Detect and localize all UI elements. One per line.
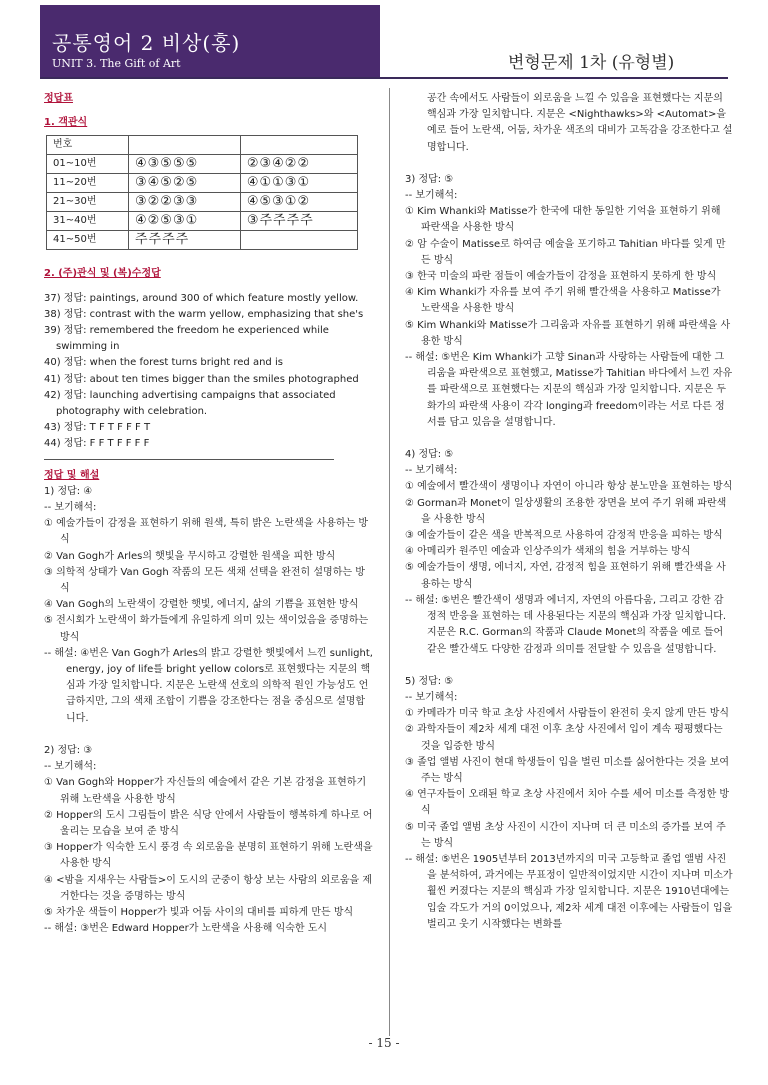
unit-title: UNIT 3. The Gift of Art (52, 57, 181, 70)
short-answer-line: 43) 정답: T F T F F F T (44, 422, 151, 434)
question-answer: 1) 정답: ④ (44, 485, 93, 497)
question-answer: 5) 정답: ⑤ (405, 675, 454, 687)
short-answer-line: 42) 정답: launching advertising campaigns that associated (44, 389, 336, 401)
question-answer: 2) 정답: ③ (44, 744, 93, 756)
table-head-cell: 번호 (47, 136, 129, 155)
explanation-note: -- 해설: ④번은 Van Gogh가 Arles의 밝고 강렬한 햇빛에서 느낀 sunlight, energy, joy of life를 bright yellow colors로 표현했다는 지문의 핵심과 가장 일치합니다. 지문은 노란색 선호의 의학적 원인 가능성도 언급하지만, 그의 색채 조합이 기쁨을 강조한다는 점을 중심으로 설명합니다. (44, 647, 373, 724)
short-answer-line: 41) 정답: about ten times bigger than the smiles photographed (44, 373, 359, 385)
option-item: ② 과학자들이 제2차 세계 대전 이후 초상 사진에서 입이 계속 평평했다는 것을 입증한 방식 (405, 724, 723, 752)
section-divider (44, 459, 334, 460)
option-item: ② Hopper의 도시 그림들이 밝은 식당 안에서 사람들이 행복하게 하나로 어울리는 모습을 보여 준 방식 (44, 809, 373, 837)
short-answer-line: swimming in (56, 341, 120, 353)
explanation-note: -- 해설: ⑤번은 빨간색이 생명과 에너지, 자연의 아름다움, 그리고 강한 감정적 반응을 표현하는 데 사용된다는 지문의 핵심과 가장 일치합니다. 지문은 R.C. Gorman의 작품과 Claude Monet의 작품을 예로 들어 같은 빨간색도 다양한 감정과 의미를 전달할 수 있음을 설명합니다. (405, 594, 727, 655)
left-column (44, 91, 374, 937)
exam-type-title: 변형문제 1차 (유형별) (508, 53, 675, 73)
options-label: -- 보기해석: (405, 190, 458, 202)
option-item: ② Gorman과 Monet이 일상생활의 조용한 장면을 보여 주기 위해 파란색을 사용한 방식 (405, 497, 727, 525)
option-item: ⑤ 미국 졸업 앨범 초상 사진이 시간이 지나며 더 큰 미소의 증가를 보여 주는 방식 (405, 821, 726, 849)
option-item: ④ 연구자들이 오래된 학교 초상 사진에서 치아 수를 세어 미소를 측정한 방식 (405, 789, 730, 817)
explanation-note: -- 해설: ⑤번은 1905년부터 2013년까지의 미국 고등학교 졸업 앨범 사진을 분석하여, 과거에는 무표정이 일반적이었지만 시간이 지나며 미소가 훨씬 커졌다는 지문의 핵심과 가장 일치합니다. 지문은 1910년대에는 입술 각도가 거의 0이었으나, 제2차 세계 대전 이후에는 사람들이 입을 벌리고 웃기 시작했다는 변화를 (405, 853, 733, 930)
option-item: ④ <밤을 지새우는 사람들>이 도시의 군중이 항상 보는 사람의 외로움을 제거한다는 것을 증명하는 방식 (44, 874, 372, 902)
option-item: ② 암 수술이 Matisse로 하여금 예술을 포기하고 Tahitian 바다를 잊게 만든 방식 (405, 238, 726, 266)
short-answer-line: photography with celebration. (56, 406, 208, 418)
question-answer: 3) 정답: ⑤ (405, 173, 454, 185)
explanation-heading: 정답 및 해설 (44, 469, 100, 481)
option-item: ② Van Gogh가 Arles의 햇빛을 무시하고 강렬한 원색을 피한 방식 (44, 550, 336, 562)
option-item: ③ Hopper가 익숙한 도시 풍경 속 외로움을 분명히 표현하기 위해 노란색을 사용한 방식 (44, 842, 373, 870)
table-row: 01~10번 ④③⑤⑤⑤ ②③④②② (47, 155, 358, 174)
option-item: ③ 졸업 앨범 사진이 현대 학생들이 입을 벌린 미소를 싫어한다는 것을 보여 주는 방식 (405, 756, 730, 784)
option-item: ④ Kim Whanki가 자유를 보여 주기 위해 빨간색을 사용하고 Matisse가 노란색을 사용한 방식 (405, 287, 721, 315)
option-item: ⑤ 예술가들이 생명, 에너지, 자연, 감정적 힘을 표현하기 위해 빨간색을 사용하는 방식 (405, 562, 726, 590)
option-item: ⑤ Kim Whanki와 Matisse가 그리움과 자유를 표현하기 위해 파란색을 사용한 방식 (405, 319, 731, 347)
option-item: ① Van Gogh와 Hopper가 자신들의 예술에서 같은 기본 감정을 표현하기 위해 노란색을 사용한 방식 (44, 777, 367, 805)
short-answer-line: 38) 정답: contrast with the warm yellow, emphasizing that she's (44, 308, 364, 320)
short-answer-line: 37) 정답: paintings, around 300 of which feature mostly yellow. (44, 292, 359, 304)
right-column (405, 91, 733, 933)
option-item: ① 카메라가 미국 학교 초상 사진에서 사람들이 완전히 웃지 않게 만든 방식 (405, 708, 730, 720)
explanation-note: -- 해설: ⑤번은 Kim Whanki가 고향 Sinan과 사랑하는 사람들에 대한 그리움을 파란색으로 표현했고, Matisse가 Tahitian 바다에서 느낀 자유를 파란색으로 표현했다는 지문의 핵심과 가장 일치합니다. 지문은 두 화가의 파란색 사용이 각각 longing과 freedom이라는 서로 다른 정서를 담고 있음을 설명합니다. (405, 352, 733, 428)
option-item: ⑤ 전시회가 노란색이 화가들에게 유일하게 의미 있는 색이었음을 증명하는 방식 (44, 615, 369, 643)
options-label: -- 보기해석: (44, 761, 97, 773)
option-item: ① 예술가들이 감정을 표현하기 위해 원색, 특히 밝은 노란색을 사용하는 방식 (44, 518, 369, 546)
table-row: 11~20번 ③④⑤②⑤ ④①①③① (47, 174, 358, 193)
header-rule (40, 77, 728, 79)
option-item: ⑤ 차가운 색들이 Hopper가 빛과 어둠 사이의 대비를 피하게 만든 방식 (44, 906, 354, 918)
short-answer-line: 39) 정답: remembered the freedom he experienced while (44, 325, 329, 337)
answer-key-heading: 정답표 (44, 93, 73, 104)
page-number: - 15 - (368, 1036, 400, 1050)
option-item: ③ 예술가들이 같은 색을 반복적으로 사용하여 감정적 반응을 피하는 방식 (405, 530, 723, 542)
options-label: -- 보기해석: (405, 691, 458, 703)
table-header-row (47, 136, 358, 155)
option-item: ③ 한국 미술의 파란 점들이 예술가들이 감정을 표현하지 못하게 한 방식 (405, 271, 717, 283)
short-answer-line: 40) 정답: when the forest turns bright red and is (44, 357, 283, 369)
options-label: -- 보기해석: (44, 502, 97, 514)
multiple-choice-heading: 1. 객관식 (44, 117, 88, 129)
option-item: ① Kim Whanki와 Matisse가 한국에 대한 동일한 기억을 표현하기 위해 파란색을 사용한 방식 (405, 206, 721, 234)
table-row: 21~30번 ③②②③③ ④⑤③①② (47, 193, 358, 212)
question-answer: 4) 정답: ⑤ (405, 449, 454, 461)
explanation-continued: 공간 속에서도 사람들이 외로움을 느낄 수 있음을 표현했다는 지문의 핵심과 가장 일치합니다. 지문은 <Nighthawks>와 <Automat>을 예로 들어 노란색, 어둠, 차가운 색조의 대비가 고독감을 강조한다고 설명합니다. (427, 93, 733, 153)
explanation-note: -- 해설: ③번은 Edward Hopper가 노란색을 사용해 익숙한 도시 (44, 923, 328, 935)
table-row: 31~40번 ④②⑤③① ③주주주주 (47, 212, 358, 231)
option-item: ③ 의학적 상태가 Van Gogh 작품의 모든 색채 선택을 완전히 설명하는 방식 (44, 566, 365, 595)
table-row: 41~50번 주주주주 (47, 231, 358, 250)
option-item: ④ Van Gogh의 노란색이 강렬한 햇빛, 에너지, 삶의 기쁨을 표현한 방식 (44, 599, 359, 611)
answer-table (46, 135, 358, 250)
option-item: ④ 아메리카 원주민 예술과 인상주의가 색채의 힘을 거부하는 방식 (405, 546, 691, 558)
option-item: ① 예술에서 빨간색이 생명이나 자연이 아니라 항상 분노만을 표현하는 방식 (405, 481, 733, 493)
document-title: 공통영어 2 비상(홍) (52, 31, 241, 55)
short-answer-heading: 2. (주)관식 및 (복)수정답 (44, 268, 161, 280)
column-divider (389, 88, 390, 1036)
options-label: -- 보기해석: (405, 465, 458, 477)
short-answer-line: 44) 정답: F F T F F F F (44, 438, 150, 450)
